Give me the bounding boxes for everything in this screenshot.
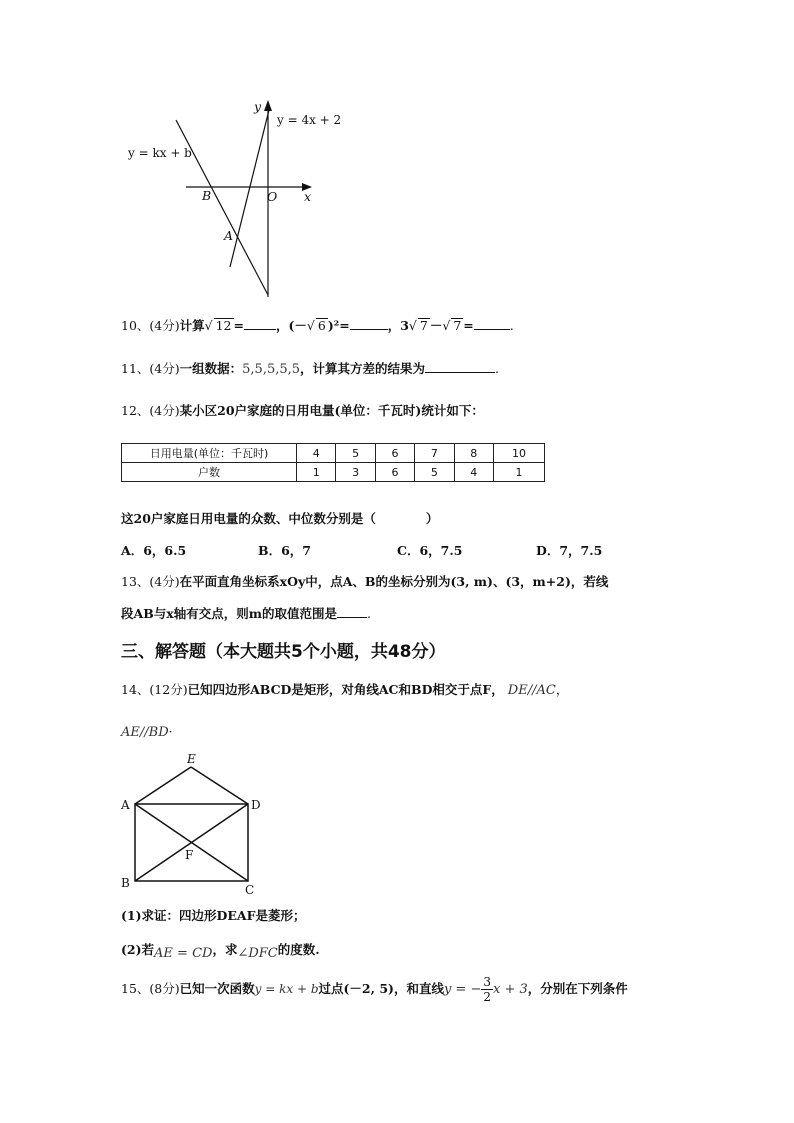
sqrt-icon: √ [442, 318, 451, 333]
segment-de [191, 767, 248, 804]
q11-data: 5,5,5,5,5 [242, 362, 301, 377]
q14-cond-2: AE//BD [121, 725, 169, 740]
figure-svg [118, 752, 268, 902]
q10-radicand-4: 7 [453, 318, 462, 333]
section-3-title: 三、解答题（本大题共5个小题，共48分） [121, 642, 446, 662]
question-14 [121, 680, 568, 698]
table-cell: 10 [494, 444, 545, 463]
q15-text-3: ，分别在下列条件 [527, 981, 628, 996]
q15-text-2: 过点(－2, 5)，和直线 [318, 981, 444, 996]
q12-option-a[interactable]: A．6，6.5 [121, 543, 187, 558]
q10-equals-1: = [233, 318, 244, 333]
sqrt-icon: √ [306, 318, 315, 333]
q13-blank[interactable] [337, 605, 367, 618]
table-cell: 4 [297, 444, 336, 463]
q10-text-compute: 计算 [179, 318, 205, 333]
table-cell: 3 [336, 463, 375, 482]
q13-number: 13、(4分) [121, 574, 180, 589]
q14-p2-cond: AE = CD [154, 946, 213, 961]
q10-radicand-3: 7 [419, 318, 428, 333]
label-point-o: O [267, 189, 278, 204]
q14-part-1: (1)求证：四边形DEAF是菱形； [121, 908, 306, 923]
q14-p2-angle: ∠DFC [237, 946, 278, 961]
question-13-cont [121, 604, 371, 622]
table-cell: 5 [336, 444, 375, 463]
fig-label-e: E [187, 752, 196, 766]
q12-question: 这20户家庭日用电量的众数、中位数分别是（ ） [121, 511, 439, 526]
q13-line-1: 在平面直角坐标系xOy中，点A、B的坐标分别为(3, m)、(3，m+2)，若线 [179, 574, 609, 589]
table-row [122, 444, 545, 463]
q11-blank[interactable] [425, 360, 495, 373]
q10-blank-2[interactable] [350, 317, 388, 330]
q10-minus: － [429, 318, 443, 333]
table-cell: 6 [375, 444, 414, 463]
q10-number: 10、(4分) [121, 318, 180, 333]
linear-functions-graph [120, 95, 350, 305]
line-4x-2 [230, 110, 269, 267]
table-row [122, 463, 545, 482]
label-4x-2: y = 4x + 2 [277, 113, 342, 127]
q13-line-2: 段AB与x轴有交点，则m的取值范围是 [121, 606, 337, 621]
q14-comma: ， [555, 682, 569, 697]
q11-text-1: 一组数据： [179, 361, 243, 376]
question-14-cont [121, 724, 173, 740]
rhombus-figure [118, 752, 268, 902]
q14-dot: · [168, 724, 173, 739]
q14-part-2 [121, 940, 320, 961]
q12-option-d[interactable]: D．7，7.5 [536, 543, 603, 558]
q10-radicand-2: 6 [317, 318, 326, 333]
q12-number: 12、(4分) [121, 403, 180, 418]
q14-p2-a: (2)若 [121, 942, 155, 957]
q11-end: . [495, 361, 500, 376]
question-11 [121, 359, 499, 377]
q14-cond-1: DE//AC [507, 683, 556, 698]
fig-label-c: C [245, 883, 255, 897]
q15-func-2-b: x + 3 [493, 982, 528, 997]
q12-option-b[interactable]: B．6，7 [258, 543, 311, 558]
table-row-label: 日用电量(单位：千瓦时) [122, 444, 297, 463]
q15-frac-num: 3 [483, 975, 491, 989]
table-row-label: 户数 [122, 463, 297, 482]
q10-equals-3: = [463, 318, 474, 333]
label-point-a: A [224, 228, 234, 243]
q14-text: 已知四边形ABCD是矩形，对角线AC和BD相交于点F， [187, 682, 504, 697]
sqrt-icon: √ [204, 318, 213, 333]
q10-blank-3[interactable] [474, 317, 510, 330]
segment-ae [135, 767, 191, 804]
table-cell: 4 [454, 463, 493, 482]
fig-label-d: D [251, 798, 261, 812]
q15-func-2-a: y = − [443, 982, 482, 997]
fig-label-a: A [121, 798, 130, 812]
fig-label-b: B [121, 876, 130, 890]
fig-label-f: F [185, 848, 194, 862]
q10-text-3: )²= [327, 318, 350, 333]
q15-number: 15、(8分) [121, 981, 180, 996]
q15-text-1: 已知一次函数 [179, 981, 255, 996]
q10-text-4: ，3 [387, 318, 409, 333]
q15-frac-den: 2 [483, 990, 491, 1004]
q10-radicand-1: 12 [215, 318, 232, 333]
table-cell: 7 [415, 444, 454, 463]
table-cell: 1 [297, 463, 336, 482]
label-axis-y: y [254, 99, 262, 114]
question-15 [121, 974, 628, 1005]
electricity-table [121, 443, 545, 482]
table-cell: 1 [494, 463, 545, 482]
q10-text-2: ，(－ [276, 318, 307, 333]
q11-number: 11、(4分) [121, 361, 180, 376]
table-cell: 8 [454, 444, 493, 463]
q12-option-c[interactable]: C．6，7.5 [397, 543, 463, 558]
q14-p2-c: 的度数. [277, 942, 320, 957]
label-kx-b: y = kx + b [128, 146, 192, 160]
q15-func-1: y = kx + b [254, 982, 319, 996]
sqrt-icon: √ [408, 318, 417, 333]
label-point-b: B [202, 188, 212, 203]
question-13 [121, 572, 608, 590]
question-10 [121, 316, 514, 334]
q15-fraction [481, 975, 493, 1004]
q11-text-2: ，计算其方差的结果为 [300, 361, 426, 376]
q10-end: . [509, 318, 514, 333]
question-12 [121, 401, 484, 419]
q14-number: 14、(12分) [121, 682, 188, 697]
table-cell: 5 [415, 463, 454, 482]
q14-p2-b: ，求 [212, 942, 238, 957]
table-cell: 6 [375, 463, 414, 482]
q10-blank-1[interactable] [244, 317, 276, 330]
label-axis-x: x [304, 189, 312, 204]
q12-text: 某小区20户家庭的日用电量(单位：千瓦时)统计如下： [179, 403, 484, 418]
q13-end: . [366, 606, 371, 621]
y-axis-arrow [264, 100, 272, 111]
